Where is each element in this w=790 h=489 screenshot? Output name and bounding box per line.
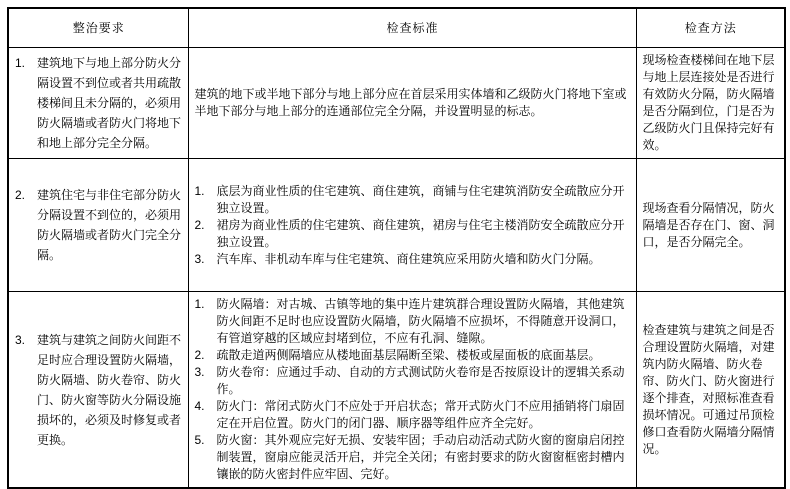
list-item-number: 3. xyxy=(15,332,26,347)
header-requirement: 整治要求 xyxy=(8,8,188,48)
list-item-number: 5. xyxy=(194,433,205,447)
table-row-1 xyxy=(8,48,785,159)
list-item xyxy=(195,398,631,432)
list-item xyxy=(15,53,183,153)
inspection-requirements-table xyxy=(7,7,786,489)
table-row-3 xyxy=(8,292,785,489)
cell-standard-1 xyxy=(188,48,636,159)
cell-requirement-1 xyxy=(8,48,188,159)
list-item-number: 2. xyxy=(15,188,26,202)
list-item-number: 2. xyxy=(194,217,205,232)
standard-paragraph: 建筑的地下或半地下部分与地上部分应在首层采用实体墙和乙级防火门将地下室或半地下部分与地上部分的连通部位完全分隔，并设置明显的标志。 xyxy=(194,87,627,118)
list-item-text: 防火门：常闭式防火门不应处于开启状态；常开式防火门不应用插销将门扇固定在开启位置。防火门的闭门器、顺序器等组件应齐全完好。 xyxy=(216,399,625,430)
cell-requirement-3 xyxy=(8,292,188,489)
cell-method-1 xyxy=(636,48,785,159)
method-paragraph: 现场查看分隔情况，防火隔墙是否存在门、窗、洞口，是否分隔完全。 xyxy=(642,200,775,249)
method-paragraph: 检查建筑与建筑之间是否合理设置防火隔墙，对建筑内防火隔墙、防火卷帘、防火门、防火窗进行逐个排查，对照标准查看损坏情况。可通过吊顶检修口查看防火隔墙分隔情况。 xyxy=(642,322,775,456)
list-item-text: 汽车库、非机动车库与住宅建筑、商住建筑应采用防火墙和防火门分隔。 xyxy=(216,251,601,266)
table-row-2 xyxy=(8,159,785,292)
list-item-text: 疏散走道两侧隔墙应从楼地面基层隔断至梁、楼板或屋面板的底面基层。 xyxy=(216,348,601,362)
cell-requirement-2 xyxy=(8,159,188,292)
list-item xyxy=(195,296,631,347)
list-item xyxy=(195,251,631,268)
list-item xyxy=(15,185,183,265)
list-item-text: 防火窗：其外观应完好无损、安装牢固；手动启动活动式防火窗的窗扇启闭控制装置，窗扇应能灵活开启，并完全关闭；有密封要求的防火窗窗框密封槽内镶嵌的防火密封件应牢固、完好。 xyxy=(216,433,625,481)
list-item-number: 3. xyxy=(194,251,205,266)
list-item-number: 1. xyxy=(194,183,205,198)
list-item-text: 底层为商业性质的住宅建筑、商住建筑，商铺与住宅建筑消防安全疏散应分开独立设置。 xyxy=(216,183,625,215)
list-item-number: 4. xyxy=(194,399,205,413)
method-paragraph: 现场检查楼梯间在地下层与地上层连接处是否进行有效防火分隔，防火隔墙是否分隔到位，门是否为乙级防火门且保持完好有效。 xyxy=(642,53,775,152)
header-method: 检查方法 xyxy=(636,8,785,48)
list-item xyxy=(15,330,183,450)
cell-method-3 xyxy=(636,292,785,489)
list-item-text: 建筑与建筑之间防火间距不足时应合理设置防火隔墙，防火隔墙、防火卷帘、防火门、防火窗等防火分隔设施损坏的，必须及时修复或者更换。 xyxy=(37,332,182,447)
list-item-number: 1. xyxy=(194,297,205,311)
list-item-text: 裙房为商业性质的住宅建筑、商住建筑，裙房与住宅主楼消防安全疏散应分开独立设置。 xyxy=(216,217,625,249)
header-standard: 检查标准 xyxy=(188,8,636,48)
list-item xyxy=(195,347,631,364)
list-item xyxy=(195,217,631,251)
list-item-text: 建筑地下与地上部分防火分隔设置不到位或者共用疏散楼梯间且未分隔的，必须用防火隔墙或者防火门将地下和地上部分完全分隔。 xyxy=(37,56,182,150)
list-item-number: 2. xyxy=(194,348,205,362)
cell-standard-3 xyxy=(188,292,636,489)
cell-standard-2 xyxy=(188,159,636,292)
list-item xyxy=(195,364,631,398)
list-item-text: 防火卷帘：应通过手动、自动的方式测试防火卷帘是否按原设计的逻辑关系动作。 xyxy=(216,365,625,396)
header-row xyxy=(8,8,785,48)
list-item-number: 3. xyxy=(194,365,205,379)
list-item xyxy=(195,183,631,217)
cell-method-2 xyxy=(636,159,785,292)
list-item-number: 1. xyxy=(15,56,26,70)
list-item xyxy=(195,432,631,483)
list-item-text: 防火隔墙：对古城、古镇等地的集中连片建筑群合理设置防火隔墙，其他建筑防火间距不足时也应设置防火隔墙，防火隔墙不应损坏，不得随意开设洞口，有管道穿越的区域应封堵到位，不应有孔洞、缝隙。 xyxy=(216,297,625,345)
list-item-text: 建筑住宅与非住宅部分防火分隔设置不到位的，必须用防火隔墙或者防火门完全分隔。 xyxy=(37,188,182,262)
